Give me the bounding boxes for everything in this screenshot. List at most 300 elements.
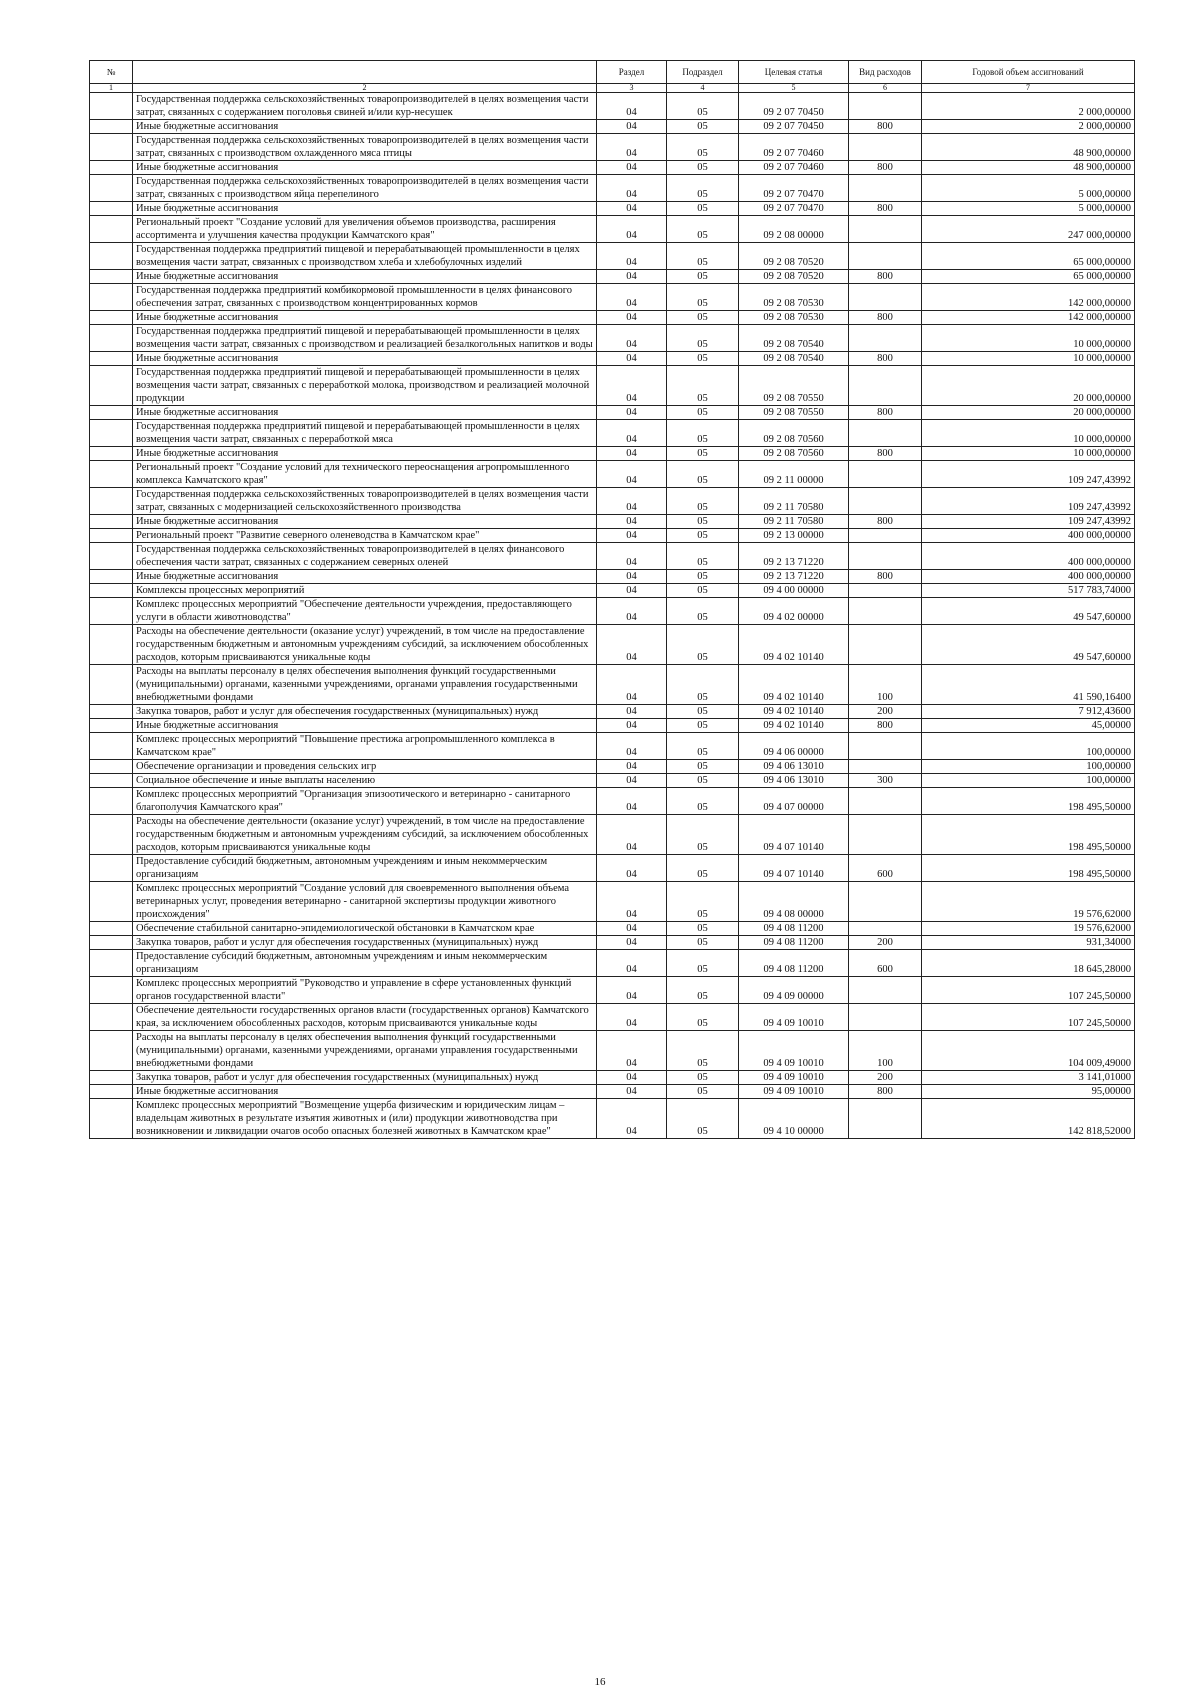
header-name xyxy=(133,61,597,84)
table-row xyxy=(90,352,1135,366)
row-amount: 19 576,62000 xyxy=(922,922,1135,936)
row-name: Иные бюджетные ассигнования xyxy=(133,447,597,461)
row-expense-type xyxy=(849,584,922,598)
row-amount: 142 000,00000 xyxy=(922,284,1135,311)
row-section: 04 xyxy=(597,922,667,936)
row-name: Региональный проект "Развитие северного оленеводства в Камчатском крае" xyxy=(133,529,597,543)
table-row xyxy=(90,977,1135,1004)
row-subsection: 05 xyxy=(667,216,739,243)
row-number-cell xyxy=(90,950,133,977)
row-section: 04 xyxy=(597,882,667,922)
table-row xyxy=(90,311,1135,325)
row-name: Закупка товаров, работ и услуг для обеспечения государственных (муниципальных) нужд xyxy=(133,1071,597,1085)
row-section: 04 xyxy=(597,543,667,570)
row-name: Иные бюджетные ассигнования xyxy=(133,1085,597,1099)
row-section: 04 xyxy=(597,352,667,366)
row-number-cell xyxy=(90,570,133,584)
row-target: 09 2 08 70530 xyxy=(739,311,849,325)
row-number-cell xyxy=(90,705,133,719)
row-expense-type: 800 xyxy=(849,1085,922,1099)
header-expense-type: Вид расходов xyxy=(849,61,922,84)
row-amount: 45,00000 xyxy=(922,719,1135,733)
header-number: 7 xyxy=(922,84,1135,93)
table-row xyxy=(90,461,1135,488)
row-target: 09 4 02 10140 xyxy=(739,625,849,665)
row-amount: 107 245,50000 xyxy=(922,977,1135,1004)
row-subsection: 05 xyxy=(667,366,739,406)
row-number-cell xyxy=(90,1085,133,1099)
row-target: 09 4 02 10140 xyxy=(739,705,849,719)
row-expense-type: 600 xyxy=(849,950,922,977)
row-name: Государственная поддержка предприятий комбикормовой промышленности в целях финансового обеспечения затрат, связанных с производством концентрированных кормов xyxy=(133,284,597,311)
row-expense-type: 800 xyxy=(849,270,922,284)
row-subsection: 05 xyxy=(667,325,739,352)
row-amount: 95,00000 xyxy=(922,1085,1135,1099)
row-subsection: 05 xyxy=(667,977,739,1004)
row-section: 04 xyxy=(597,733,667,760)
row-section: 04 xyxy=(597,420,667,447)
row-expense-type xyxy=(849,625,922,665)
row-subsection: 05 xyxy=(667,202,739,216)
row-subsection: 05 xyxy=(667,815,739,855)
row-expense-type xyxy=(849,420,922,447)
table-row xyxy=(90,216,1135,243)
row-number-cell xyxy=(90,202,133,216)
row-amount: 109 247,43992 xyxy=(922,515,1135,529)
row-amount: 18 645,28000 xyxy=(922,950,1135,977)
row-number-cell xyxy=(90,788,133,815)
row-name: Государственная поддержка предприятий пищевой и перерабатывающей промышленности в целях возмещения части затрат, связанных с переработкой мяса xyxy=(133,420,597,447)
row-target: 09 2 13 00000 xyxy=(739,529,849,543)
row-amount: 3 141,01000 xyxy=(922,1071,1135,1085)
row-section: 04 xyxy=(597,977,667,1004)
row-subsection: 05 xyxy=(667,420,739,447)
row-subsection: 05 xyxy=(667,882,739,922)
row-target: 09 2 08 70530 xyxy=(739,284,849,311)
row-number-cell xyxy=(90,420,133,447)
budget-table xyxy=(89,60,1135,1139)
row-target: 09 2 08 00000 xyxy=(739,216,849,243)
row-number-cell xyxy=(90,216,133,243)
row-expense-type xyxy=(849,760,922,774)
row-amount: 10 000,00000 xyxy=(922,447,1135,461)
row-amount: 400 000,00000 xyxy=(922,529,1135,543)
row-number-cell xyxy=(90,584,133,598)
row-section: 04 xyxy=(597,325,667,352)
row-section: 04 xyxy=(597,815,667,855)
row-target: 09 4 07 00000 xyxy=(739,788,849,815)
row-subsection: 05 xyxy=(667,855,739,882)
row-target: 09 2 08 70520 xyxy=(739,270,849,284)
row-number-cell xyxy=(90,243,133,270)
row-expense-type xyxy=(849,134,922,161)
table-row xyxy=(90,733,1135,760)
table-row xyxy=(90,284,1135,311)
row-name: Иные бюджетные ассигнования xyxy=(133,515,597,529)
row-name: Предоставление субсидий бюджетным, автономным учреждениям и иным некоммерческим организациям xyxy=(133,855,597,882)
row-section: 04 xyxy=(597,202,667,216)
row-subsection: 05 xyxy=(667,922,739,936)
row-expense-type xyxy=(849,93,922,120)
row-section: 04 xyxy=(597,447,667,461)
row-expense-type: 800 xyxy=(849,311,922,325)
row-number-cell xyxy=(90,175,133,202)
row-expense-type: 800 xyxy=(849,352,922,366)
row-name: Государственная поддержка предприятий пищевой и перерабатывающей промышленности в целях возмещения части затрат, связанных с производством и реализацией безалкогольных напитков и воды xyxy=(133,325,597,352)
row-target: 09 2 08 70520 xyxy=(739,243,849,270)
row-section: 04 xyxy=(597,311,667,325)
row-target: 09 2 08 70540 xyxy=(739,352,849,366)
row-target: 09 4 02 00000 xyxy=(739,598,849,625)
header-number: 6 xyxy=(849,84,922,93)
table-row xyxy=(90,420,1135,447)
row-section: 04 xyxy=(597,134,667,161)
row-target: 09 4 06 13010 xyxy=(739,774,849,788)
row-subsection: 05 xyxy=(667,625,739,665)
row-target: 09 2 07 70450 xyxy=(739,93,849,120)
row-amount: 20 000,00000 xyxy=(922,366,1135,406)
row-number-cell xyxy=(90,760,133,774)
row-name: Государственная поддержка сельскохозяйственных товаропроизводителей в целях финансового обеспечения части затрат, связанных с содержанием северных оленей xyxy=(133,543,597,570)
row-target: 09 4 08 11200 xyxy=(739,950,849,977)
table-row xyxy=(90,447,1135,461)
row-name: Обеспечение организации и проведения сельских игр xyxy=(133,760,597,774)
header-subsection: Подраздел xyxy=(667,61,739,84)
row-name: Иные бюджетные ассигнования xyxy=(133,352,597,366)
row-expense-type xyxy=(849,175,922,202)
row-section: 04 xyxy=(597,1085,667,1099)
row-name: Государственная поддержка сельскохозяйственных товаропроизводителей в целях возмещения части затрат, связанных с содержанием поголовья свиней и/или кур-несушек xyxy=(133,93,597,120)
row-number-cell xyxy=(90,977,133,1004)
row-name: Государственная поддержка сельскохозяйственных товаропроизводителей в целях возмещения части затрат, связанных с производством охлажденного мяса птицы xyxy=(133,134,597,161)
row-expense-type xyxy=(849,882,922,922)
row-amount: 10 000,00000 xyxy=(922,325,1135,352)
row-target: 09 4 09 10010 xyxy=(739,1004,849,1031)
row-amount: 100,00000 xyxy=(922,760,1135,774)
row-section: 04 xyxy=(597,788,667,815)
row-target: 09 4 07 10140 xyxy=(739,815,849,855)
row-subsection: 05 xyxy=(667,311,739,325)
row-section: 04 xyxy=(597,161,667,175)
table-row xyxy=(90,134,1135,161)
row-number-cell xyxy=(90,311,133,325)
row-target: 09 2 08 70550 xyxy=(739,406,849,420)
row-amount: 142 000,00000 xyxy=(922,311,1135,325)
row-target: 09 2 07 70460 xyxy=(739,161,849,175)
row-number-cell xyxy=(90,406,133,420)
row-expense-type xyxy=(849,529,922,543)
row-target: 09 4 09 00000 xyxy=(739,977,849,1004)
row-target: 09 4 08 00000 xyxy=(739,882,849,922)
row-expense-type: 800 xyxy=(849,515,922,529)
row-target: 09 2 11 70580 xyxy=(739,488,849,515)
row-number-cell xyxy=(90,625,133,665)
row-target: 09 2 11 70580 xyxy=(739,515,849,529)
row-expense-type: 800 xyxy=(849,202,922,216)
row-name: Комплекс процессных мероприятий "Организация эпизоотического и ветеринарно - санитарного благополучия Камчатского края" xyxy=(133,788,597,815)
row-expense-type xyxy=(849,284,922,311)
table-row xyxy=(90,243,1135,270)
table-row xyxy=(90,855,1135,882)
row-number-cell xyxy=(90,774,133,788)
row-amount: 931,34000 xyxy=(922,936,1135,950)
row-amount: 48 900,00000 xyxy=(922,161,1135,175)
row-amount: 5 000,00000 xyxy=(922,202,1135,216)
row-section: 04 xyxy=(597,1031,667,1071)
table-row xyxy=(90,598,1135,625)
row-subsection: 05 xyxy=(667,161,739,175)
row-target: 09 4 08 11200 xyxy=(739,936,849,950)
row-target: 09 2 07 70460 xyxy=(739,134,849,161)
row-target: 09 2 07 70470 xyxy=(739,202,849,216)
row-number-cell xyxy=(90,325,133,352)
row-section: 04 xyxy=(597,855,667,882)
row-subsection: 05 xyxy=(667,352,739,366)
header-target: Целевая статья xyxy=(739,61,849,84)
row-number-cell xyxy=(90,936,133,950)
row-section: 04 xyxy=(597,529,667,543)
header-section: Раздел xyxy=(597,61,667,84)
row-target: 09 4 07 10140 xyxy=(739,855,849,882)
row-expense-type xyxy=(849,366,922,406)
row-name: Комплекс процессных мероприятий "Руководство и управление в сфере установленных функций органов государственной власти" xyxy=(133,977,597,1004)
row-expense-type xyxy=(849,461,922,488)
row-target: 09 4 09 10010 xyxy=(739,1085,849,1099)
row-number-cell xyxy=(90,882,133,922)
row-expense-type xyxy=(849,977,922,1004)
row-subsection: 05 xyxy=(667,760,739,774)
row-subsection: 05 xyxy=(667,93,739,120)
row-subsection: 05 xyxy=(667,665,739,705)
row-subsection: 05 xyxy=(667,705,739,719)
row-number-cell xyxy=(90,529,133,543)
header-num: № xyxy=(90,61,133,84)
row-name: Предоставление субсидий бюджетным, автономным учреждениям и иным некоммерческим организациям xyxy=(133,950,597,977)
row-section: 04 xyxy=(597,284,667,311)
table-row xyxy=(90,719,1135,733)
table-row xyxy=(90,120,1135,134)
table-row xyxy=(90,584,1135,598)
row-expense-type: 100 xyxy=(849,1031,922,1071)
table-row xyxy=(90,936,1135,950)
row-number-cell xyxy=(90,366,133,406)
row-number-cell xyxy=(90,461,133,488)
row-expense-type xyxy=(849,243,922,270)
row-section: 04 xyxy=(597,120,667,134)
row-subsection: 05 xyxy=(667,406,739,420)
row-section: 04 xyxy=(597,270,667,284)
row-subsection: 05 xyxy=(667,1085,739,1099)
row-name: Региональный проект "Создание условий для увеличения объемов производства, расширения ассортимента и улучшения качества продукции Камчатского края" xyxy=(133,216,597,243)
row-number-cell xyxy=(90,352,133,366)
row-amount: 65 000,00000 xyxy=(922,270,1135,284)
row-amount: 198 495,50000 xyxy=(922,815,1135,855)
row-section: 04 xyxy=(597,406,667,420)
row-section: 04 xyxy=(597,1099,667,1139)
row-subsection: 05 xyxy=(667,570,739,584)
row-number-cell xyxy=(90,284,133,311)
row-section: 04 xyxy=(597,366,667,406)
row-name: Закупка товаров, работ и услуг для обеспечения государственных (муниципальных) нужд xyxy=(133,936,597,950)
row-amount: 65 000,00000 xyxy=(922,243,1135,270)
row-amount: 41 590,16400 xyxy=(922,665,1135,705)
row-number-cell xyxy=(90,488,133,515)
row-number-cell xyxy=(90,665,133,705)
row-target: 09 4 06 13010 xyxy=(739,760,849,774)
header-numbers-row xyxy=(90,84,1135,93)
table-header xyxy=(90,61,1135,93)
row-subsection: 05 xyxy=(667,543,739,570)
table-row xyxy=(90,705,1135,719)
row-name: Социальное обеспечение и иные выплаты населению xyxy=(133,774,597,788)
row-section: 04 xyxy=(597,570,667,584)
row-name: Комплексы процессных мероприятий xyxy=(133,584,597,598)
row-subsection: 05 xyxy=(667,936,739,950)
row-number-cell xyxy=(90,1004,133,1031)
row-expense-type: 200 xyxy=(849,705,922,719)
row-name: Государственная поддержка сельскохозяйственных товаропроизводителей в целях возмещения части затрат, связанных с модернизацией сельскохозяйственного производства xyxy=(133,488,597,515)
row-subsection: 05 xyxy=(667,447,739,461)
row-expense-type xyxy=(849,543,922,570)
row-section: 04 xyxy=(597,515,667,529)
row-name: Иные бюджетные ассигнования xyxy=(133,719,597,733)
row-target: 09 4 10 00000 xyxy=(739,1099,849,1139)
row-number-cell xyxy=(90,134,133,161)
row-name: Государственная поддержка предприятий пищевой и перерабатывающей промышленности в целях возмещения части затрат, связанных с переработкой молока, производством и реализацией молочной продукции xyxy=(133,366,597,406)
row-expense-type: 800 xyxy=(849,120,922,134)
row-section: 04 xyxy=(597,598,667,625)
row-subsection: 05 xyxy=(667,1071,739,1085)
row-target: 09 4 02 10140 xyxy=(739,665,849,705)
row-amount: 107 245,50000 xyxy=(922,1004,1135,1031)
row-subsection: 05 xyxy=(667,584,739,598)
row-expense-type: 200 xyxy=(849,1071,922,1085)
row-subsection: 05 xyxy=(667,788,739,815)
row-section: 04 xyxy=(597,665,667,705)
row-amount: 7 912,43600 xyxy=(922,705,1135,719)
table-row xyxy=(90,93,1135,120)
row-amount: 400 000,00000 xyxy=(922,543,1135,570)
row-expense-type xyxy=(849,1004,922,1031)
row-target: 09 2 08 70560 xyxy=(739,447,849,461)
row-amount: 48 900,00000 xyxy=(922,134,1135,161)
row-target: 09 2 07 70450 xyxy=(739,120,849,134)
row-name: Комплекс процессных мероприятий "Обеспечение деятельности учреждения, предоставляющего услуги в области животноводства" xyxy=(133,598,597,625)
row-section: 04 xyxy=(597,488,667,515)
row-target: 09 4 00 00000 xyxy=(739,584,849,598)
table-row xyxy=(90,1085,1135,1099)
row-name: Комплекс процессных мероприятий "Повышение престижа агропромышленного комплекса в Камчатском крае" xyxy=(133,733,597,760)
row-name: Расходы на обеспечение деятельности (оказание услуг) учреждений, в том числе на предоставление государственным бюджетным и автономным учреждениям субсидий, за исключением обособленных расходов, которым присваиваются уникальные коды xyxy=(133,815,597,855)
row-section: 04 xyxy=(597,625,667,665)
header-number: 4 xyxy=(667,84,739,93)
row-section: 04 xyxy=(597,774,667,788)
row-amount: 2 000,00000 xyxy=(922,93,1135,120)
row-amount: 100,00000 xyxy=(922,733,1135,760)
row-number-cell xyxy=(90,543,133,570)
row-subsection: 05 xyxy=(667,1004,739,1031)
row-subsection: 05 xyxy=(667,733,739,760)
row-number-cell xyxy=(90,733,133,760)
row-section: 04 xyxy=(597,950,667,977)
table-row xyxy=(90,665,1135,705)
row-name: Иные бюджетные ассигнования xyxy=(133,270,597,284)
table-row xyxy=(90,922,1135,936)
row-subsection: 05 xyxy=(667,488,739,515)
row-section: 04 xyxy=(597,760,667,774)
row-name: Региональный проект "Создание условий для технического переоснащения агропромышленного комплекса Камчатского края" xyxy=(133,461,597,488)
row-number-cell xyxy=(90,598,133,625)
row-subsection: 05 xyxy=(667,134,739,161)
header-number: 5 xyxy=(739,84,849,93)
table-row xyxy=(90,788,1135,815)
page-number: 16 xyxy=(594,1676,606,1688)
row-amount: 19 576,62000 xyxy=(922,882,1135,922)
row-target: 09 4 09 10010 xyxy=(739,1071,849,1085)
row-number-cell xyxy=(90,922,133,936)
row-number-cell xyxy=(90,120,133,134)
row-expense-type xyxy=(849,815,922,855)
row-name: Иные бюджетные ассигнования xyxy=(133,120,597,134)
table-row xyxy=(90,1004,1135,1031)
row-section: 04 xyxy=(597,719,667,733)
table-body xyxy=(90,93,1135,1139)
row-subsection: 05 xyxy=(667,461,739,488)
row-subsection: 05 xyxy=(667,529,739,543)
row-expense-type: 100 xyxy=(849,665,922,705)
table-row xyxy=(90,270,1135,284)
row-target: 09 2 13 71220 xyxy=(739,570,849,584)
row-amount: 104 009,49000 xyxy=(922,1031,1135,1071)
row-expense-type: 300 xyxy=(849,774,922,788)
row-expense-type: 200 xyxy=(849,936,922,950)
table-row xyxy=(90,950,1135,977)
row-section: 04 xyxy=(597,936,667,950)
row-section: 04 xyxy=(597,584,667,598)
row-target: 09 4 06 00000 xyxy=(739,733,849,760)
row-amount: 247 000,00000 xyxy=(922,216,1135,243)
row-amount: 198 495,50000 xyxy=(922,788,1135,815)
table-row xyxy=(90,202,1135,216)
row-name: Государственная поддержка предприятий пищевой и перерабатывающей промышленности в целях возмещения части затрат, связанных с производством хлеба и хлебобулочных изделий xyxy=(133,243,597,270)
row-expense-type xyxy=(849,325,922,352)
row-number-cell xyxy=(90,815,133,855)
table-row xyxy=(90,543,1135,570)
row-name: Расходы на выплаты персоналу в целях обеспечения выполнения функций государственными (муниципальными) органами, казенными учреждениями, органами управления государственными внебюджетными фондами xyxy=(133,1031,597,1071)
row-subsection: 05 xyxy=(667,1099,739,1139)
row-name: Иные бюджетные ассигнования xyxy=(133,570,597,584)
row-expense-type xyxy=(849,1099,922,1139)
row-subsection: 05 xyxy=(667,719,739,733)
row-expense-type: 800 xyxy=(849,406,922,420)
row-amount: 100,00000 xyxy=(922,774,1135,788)
row-number-cell xyxy=(90,447,133,461)
row-amount: 109 247,43992 xyxy=(922,461,1135,488)
row-expense-type xyxy=(849,788,922,815)
row-number-cell xyxy=(90,515,133,529)
row-amount: 142 818,52000 xyxy=(922,1099,1135,1139)
row-expense-type: 800 xyxy=(849,161,922,175)
row-section: 04 xyxy=(597,216,667,243)
table-row xyxy=(90,325,1135,352)
row-amount: 49 547,60000 xyxy=(922,625,1135,665)
header-number: 2 xyxy=(133,84,597,93)
row-target: 09 2 08 70550 xyxy=(739,366,849,406)
row-target: 09 2 08 70540 xyxy=(739,325,849,352)
row-section: 04 xyxy=(597,175,667,202)
row-name: Иные бюджетные ассигнования xyxy=(133,311,597,325)
row-number-cell xyxy=(90,270,133,284)
